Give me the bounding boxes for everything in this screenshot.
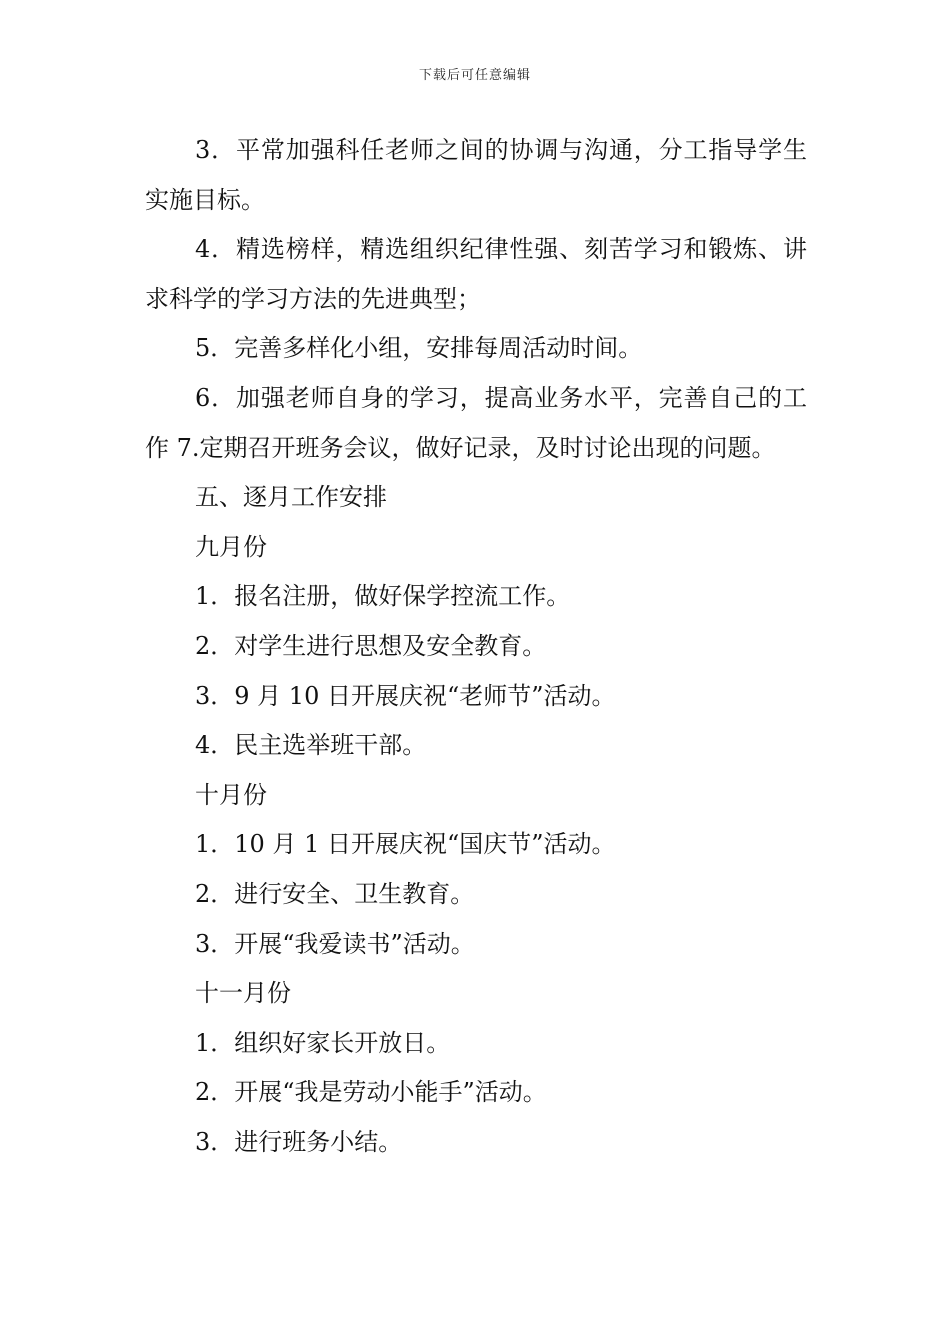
september-item-4: 4．民主选举班干部。 — [195, 731, 427, 760]
page-header: 下载后可任意编辑 — [418, 68, 531, 83]
october-item-2: 2．进行安全、卫生教育。 — [195, 879, 475, 908]
november-item-1: 1．组织好家长开放日。 — [195, 1028, 451, 1057]
section-heading-monthly-plan: 五、逐月工作安排 — [195, 483, 387, 512]
month-heading-november: 十一月份 — [195, 979, 291, 1008]
november-item-2: 2．开展“我是劳动小能手”活动。 — [195, 1078, 547, 1107]
september-item-3: 3．9 月 10 日开展庆祝“老师节”活动。 — [195, 681, 616, 710]
paragraph-item-4: 4．精选榜样，精选组织纪律性强、刻苦学习和锻炼、讲求科学的学习方法的先进典型； — [145, 235, 807, 313]
month-heading-september: 九月份 — [195, 532, 267, 561]
paragraph-item-3: 3．平常加强科任老师之间的协调与沟通，分工指导学生实施目标。 — [145, 136, 807, 214]
november-item-3: 3．进行班务小结。 — [195, 1127, 403, 1156]
document-body — [145, 126, 807, 1167]
october-item-3: 3．开展“我爱读书”活动。 — [195, 929, 475, 958]
month-heading-october: 十月份 — [195, 780, 267, 809]
october-item-1: 1．10 月 1 日开展庆祝“国庆节”活动。 — [195, 830, 616, 859]
september-item-1: 1．报名注册，做好保学控流工作。 — [195, 582, 571, 611]
september-item-2: 2．对学生进行思想及安全教育。 — [195, 631, 547, 660]
paragraph-item-5: 5．完善多样化小组，安排每周活动时间。 — [195, 334, 643, 363]
paragraph-item-6: 6．加强老师自身的学习，提高业务水平，完善自己的工作 7.定期召开班务会议，做好记录，及时讨论出现的问题。 — [145, 383, 807, 462]
